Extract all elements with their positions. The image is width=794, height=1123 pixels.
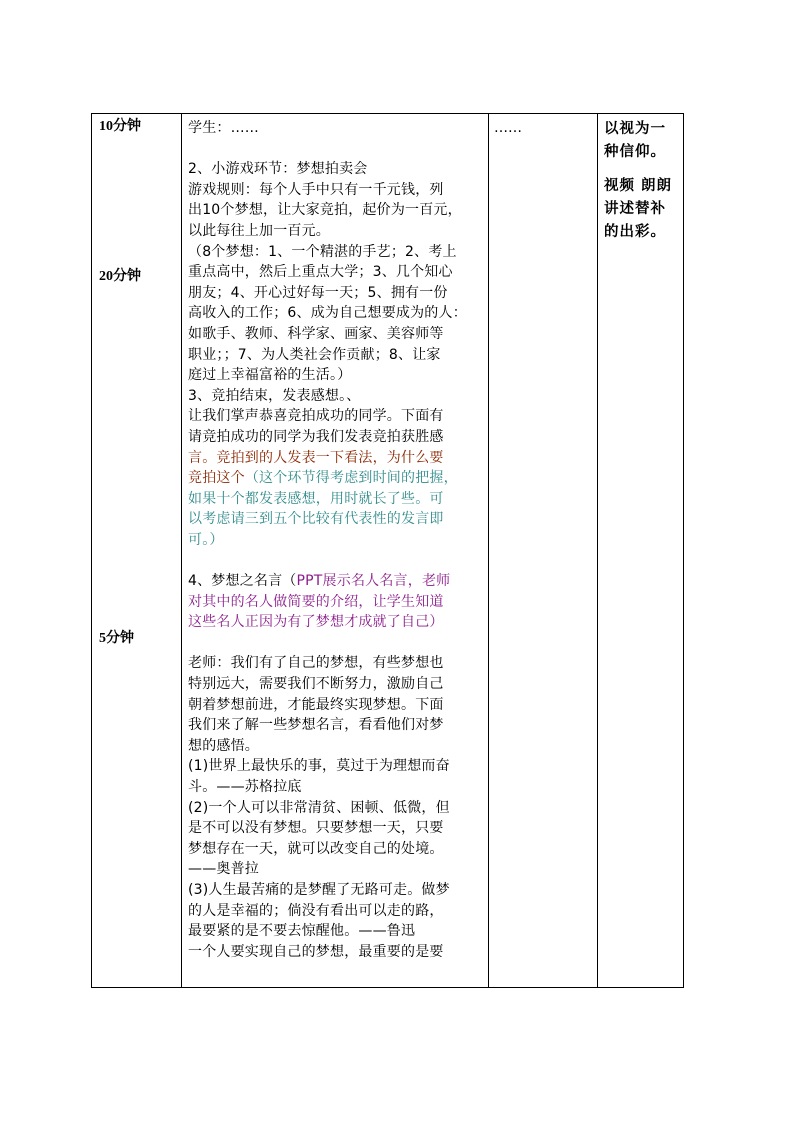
ellipsis-cell: …… — [494, 120, 522, 136]
time-label: 5分钟 — [99, 631, 134, 646]
text-line: 游戏规则：每个人手中只有一千元钱，列 — [188, 181, 444, 198]
text-line — [188, 571, 486, 592]
text-line: 我们来了解一些梦想名言，看看他们对梦 — [188, 717, 444, 734]
lesson-plan-table — [91, 113, 684, 988]
column-divider — [181, 114, 182, 987]
text-line: 让我们掌声恭喜竞拍成功的同学。下面有 — [188, 408, 444, 425]
text-line: 高收入的工作；6、成为自己想要成为的人： — [188, 305, 467, 322]
text-line: 可。） — [188, 531, 224, 548]
text-line: 以考虑请三到五个比较有代表性的发言即 — [188, 511, 444, 528]
text-line: 2、小游戏环节：梦想拍卖会 — [188, 161, 368, 178]
text-line: 朋友；4、开心过好每一天；5、拥有一份 — [188, 284, 448, 301]
text-line: 如歌手、教师、科学家、画家、美容师等 — [188, 325, 444, 342]
text-line: 的人是幸福的；倘没有看出可以走的路， — [188, 902, 444, 919]
text-line: 学生：…… — [188, 120, 259, 136]
text-line: 斗。——苏格拉底 — [188, 779, 302, 795]
text-line: (3)人生最苦痛的是梦醒了无路可走。做梦 — [188, 881, 450, 898]
text-line: 出10个梦想，让大家竞拍，起价为一百元， — [188, 202, 462, 219]
text-line: 重点高中，然后上重点大学；3、几个知心 — [188, 264, 453, 281]
remarks-column — [604, 118, 680, 244]
text-line: 想的感悟。 — [188, 737, 259, 754]
text-line: (1)世界上最快乐的事，莫过于为理想而奋 — [188, 758, 450, 775]
remark-text: 视频 朗朗讲述替补的出彩。 — [604, 178, 673, 240]
text-span: PPT展示名人名言，老师 — [296, 573, 451, 590]
text-span: （这个环节得考虑到时间的把握， — [244, 470, 458, 487]
time-label: 10分钟 — [99, 119, 141, 134]
text-line: 如果十个都发表感想，用时就长了些。可 — [188, 490, 444, 507]
text-span: 4、梦想之名言（ — [188, 573, 297, 590]
text-line: 老师：我们有了自己的梦想，有些梦想也 — [188, 655, 444, 672]
text-line: 是不可以没有梦想。只要梦想一天，只要 — [188, 820, 444, 837]
column-divider — [597, 114, 598, 987]
text-line: 对其中的名人做简要的介绍，让学生知道 — [188, 593, 444, 610]
lesson-content — [188, 118, 486, 962]
text-line: (2)一个人可以非常清贫、困顿、低微，但 — [188, 799, 450, 816]
text-line — [188, 468, 486, 489]
remark-text: 以视为一种信仰。 — [604, 121, 666, 160]
text-line: 言。竞拍到的人发表一下看法，为什么要 — [188, 449, 444, 466]
text-line: 3、竞拍结束，发表感想。、 — [188, 387, 361, 404]
text-line: 朝着梦想前进，才能最终实现梦想。下面 — [188, 696, 444, 713]
text-line: 庭过上幸福富裕的生活。） — [188, 367, 352, 384]
text-line: 以此每往上加一百元。 — [188, 222, 330, 239]
text-line: 职业；；7、为人类社会作贡献；8、让家 — [188, 346, 441, 363]
text-span: 竞拍这个 — [188, 470, 245, 487]
column-divider — [488, 114, 489, 987]
text-line: 请竞拍成功的同学为我们发表竞拍获胜感 — [188, 428, 444, 445]
text-line: 一个人要实现自己的梦想，最重要的是要 — [188, 943, 444, 960]
text-line: 这些名人正因为有了梦想才成就了自己） — [188, 614, 444, 631]
time-label: 20分钟 — [99, 269, 141, 284]
text-line: 梦想存在一天，就可以改变自己的处境。 — [188, 840, 444, 857]
text-line: ——奥普拉 — [188, 861, 259, 878]
text-line: 最要紧的是不要去惊醒他。——鲁迅 — [188, 923, 416, 940]
text-line: （8个梦想：1、一个精湛的手艺；2、考上 — [188, 243, 457, 260]
text-line: 特别远大，需要我们不断努力，激励自己 — [188, 676, 444, 693]
